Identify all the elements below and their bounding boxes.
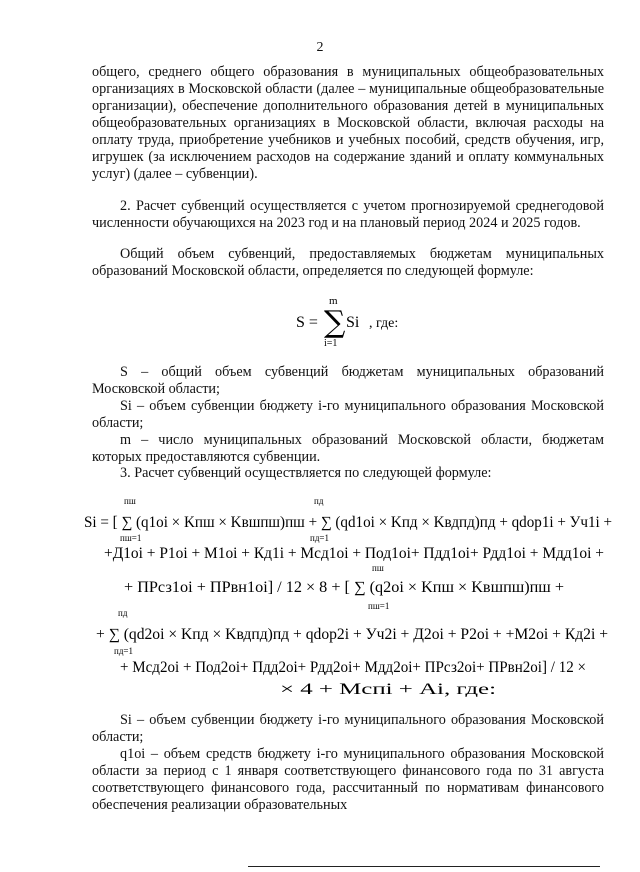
sum-sigma: ∑ xyxy=(324,305,346,340)
sum-upper-limit: m xyxy=(329,295,338,307)
lim-pd-bot-1: пд=1 xyxy=(310,533,329,543)
lim-psh-top-2: пш xyxy=(372,563,384,573)
page-number: 2 xyxy=(316,40,324,55)
paragraph-2: 2. Расчет субвенций осуществляется с учетом прогнозируемой среднегодовой численности обучающихся на 2023 год и на плановый период 2024 и 2025 годов. xyxy=(92,198,604,231)
lim-pd-bot-2: пд=1 xyxy=(114,646,133,656)
lim-psh-top-1: пш xyxy=(124,496,136,506)
footer-rule xyxy=(248,866,600,867)
paragraph-9: q1oi – объем средств бюджету i-го муниципального образования Московской области за период с 1 января соответствующего финансового года по 31 августа соответствующего финансового года, рассчитанный по нормативам финансового обеспечения реализации образовательных xyxy=(92,746,604,813)
sum-formula xyxy=(296,294,416,350)
paragraph-4: S – общий объем субвенций бюджетам муниципальных образований Московской области; xyxy=(92,364,604,397)
paragraph-7: 3. Расчет субвенций осуществляется по следующей формуле: xyxy=(120,465,492,481)
paragraph-8: Si – объем субвенции бюджету i-го муниципального образования Московской области; xyxy=(92,712,604,745)
main-formula xyxy=(84,494,614,699)
lim-pd-top-2: пд xyxy=(118,608,128,618)
formula-line-2: +Д1oi + Р1oi + М1oi + Кд1i + Мсд1oi + Под1oi+ Пдд1oi+ Рдд1oi + Мдд1oi + xyxy=(104,545,604,562)
formula-line-4: + ∑ (qd2oi × Kпд × Kвдпд)пд + qdop2i + Уч2i + Д2oi + Р2oi + +М2oi + Кд2i + xyxy=(96,626,608,643)
formula-line-5: + Мсд2oi + Под2oi+ Пдд2oi+ Рдд2oi+ Мдд2oi+ ПРсз2oi+ ПРвн2oi] / 12 × xyxy=(120,659,586,676)
sum-tail: , где: xyxy=(369,316,399,331)
paragraph-5: Si – объем субвенции бюджету i-го муниципального образования Московской области; xyxy=(92,398,604,431)
lim-pd-top-1: пд xyxy=(314,496,324,506)
lim-psh-bot-2: пш=1 xyxy=(368,601,390,611)
sum-lower-limit: i=1 xyxy=(324,338,338,349)
sum-term: Si xyxy=(346,314,360,331)
sum-formula-lhs: S = xyxy=(296,314,318,331)
formula-line-3: + ПРсз1oi + ПРвн1oi] / 12 × 8 + [ ∑ (q2oi × Kпш × Kвшпш)пш + xyxy=(124,579,564,596)
lim-psh-bot-1: пш=1 xyxy=(120,533,142,543)
formula-line-1: Si = [ ∑ (q1oi × Kпш × Kвшпш)пш + ∑ (qd1oi × Kпд × Kвдпд)пд + qdop1i + Уч1i + xyxy=(84,514,612,531)
paragraph-6: m – число муниципальных образований Московской области, бюджетам которых предоставляются субвенции. xyxy=(92,432,604,465)
paragraph-1: общего, среднего общего образования в муниципальных общеобразовательных организациях в Московской области (далее – муниципальные общеобразовательные организации), обеспечение дополнительного образования детей в муниципальных общеобразовательных организациях в Московской области, включая расходы на оплату труда, приобретение учебников и учебных пособий, средств обучения, игр, игрушек (за исключением расходов на содержание зданий и оплату коммунальных услуг) (далее – субвенции). xyxy=(92,64,604,182)
paragraph-3: Общий объем субвенций, предоставляемых бюджетам муниципальных образований Московской области, определяется по следующей формуле: xyxy=(92,246,604,279)
formula-line-6: × 4 + Мспi + Аi, где: xyxy=(280,681,496,698)
